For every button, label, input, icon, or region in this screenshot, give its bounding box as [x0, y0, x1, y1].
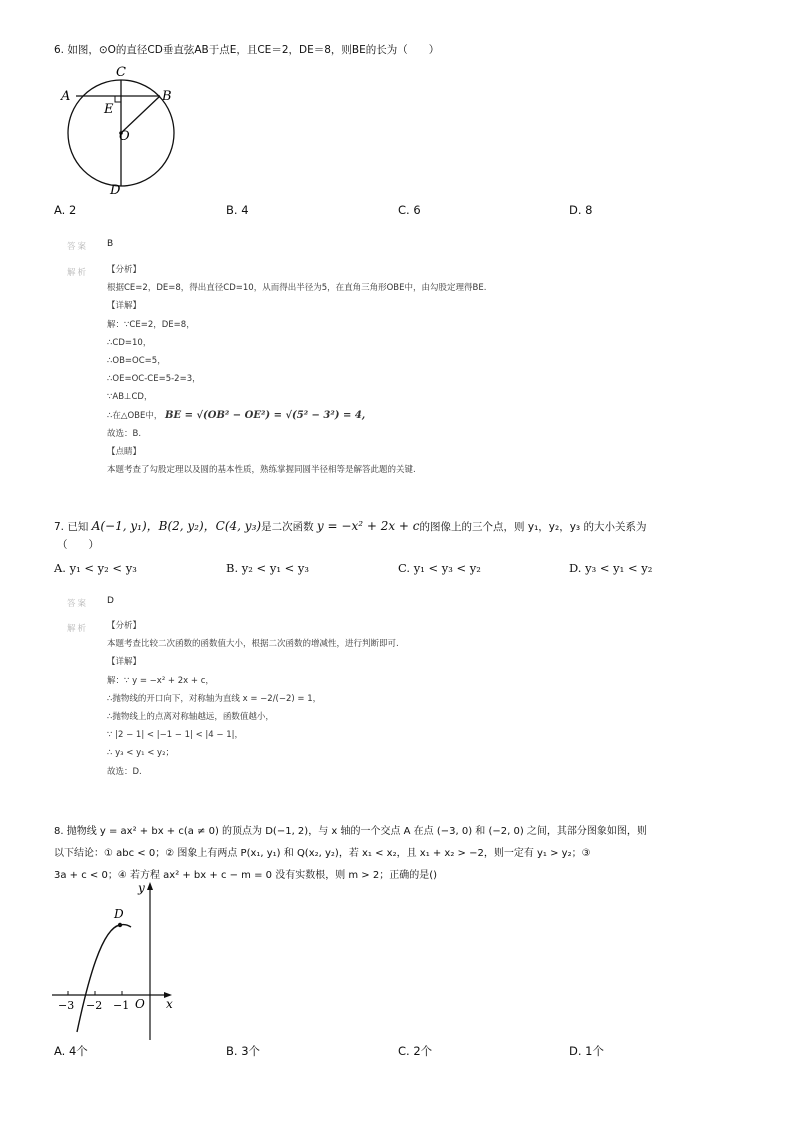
label-o: O: [135, 997, 145, 1011]
q7-option-c: C. y₁ < y₃ < y₂: [398, 561, 481, 575]
q6-option-a: A. 2: [54, 203, 77, 217]
q7-stem-suffix: 的图像上的三个点，则 y₁，y₂，y₃ 的大小关系为: [419, 521, 647, 533]
q6-formula: BE = √(OB² − OE²) = √(5² − 3²) = 4,: [165, 409, 366, 421]
q6-line: 【点睛】: [107, 446, 142, 457]
q7-points: A(−1, y₁)，B(2, y₂)，C(4, y₃): [91, 519, 262, 533]
q6-line: ∵AB⊥CD，: [107, 392, 153, 403]
q8-stem-line1: 8. 抛物线 y = ax² + bx + c(a ≠ 0) 的顶点为 D(−1, 2)，与 x 轴的一个交点 A 在点 (−3, 0) 和 (−2, 0) 之间，其部分图象如图，则: [54, 826, 647, 837]
q6-line-formula: [107, 407, 486, 425]
label-y: y: [138, 881, 145, 895]
q6-option-b: B. 4: [226, 203, 249, 217]
q6-option-c: C. 6: [398, 203, 421, 217]
q7-stem-line2: （ ）: [57, 539, 99, 551]
q7-line: ∴ y₃ < y₁ < y₂；: [107, 748, 174, 759]
tick-label-minus-3: −3: [58, 999, 75, 1012]
q6-solution: [107, 261, 486, 479]
q8-parabola-figure: [50, 880, 190, 1040]
q6-line: 【分析】: [107, 265, 142, 275]
q8-option-b: B. 3个: [226, 1044, 261, 1058]
q6-circle-figure: [55, 58, 205, 200]
q7-line: 故选：D.: [107, 766, 142, 777]
q6-option-d: D. 8: [569, 203, 593, 217]
q7-option-b: B. y₂ < y₁ < y₃: [226, 561, 309, 575]
q7-answer-label: 答案: [67, 599, 89, 609]
label-b: B: [162, 89, 172, 104]
label-a: A: [61, 89, 71, 104]
label-c: C: [116, 65, 126, 80]
q8-option-a: A. 4个: [54, 1044, 88, 1058]
q6-line: 本题考查了勾股定理以及圆的基本性质，熟练掌握同圆半径相等是解答此题的关键.: [107, 465, 416, 476]
q6-line: ∴在△OBE中，: [107, 410, 163, 421]
q7-line: 【详解】: [107, 657, 142, 668]
q7-line: 本题考查比较二次函数的函数值大小，根据二次函数的增减性，进行判断即可.: [107, 639, 399, 650]
q6-answer-label: 答案: [67, 242, 89, 252]
q7-line: 解：∵ y = −x² + 2x + c，: [107, 675, 214, 686]
right-angle-mark: [115, 96, 121, 102]
q8-option-c: C. 2个: [398, 1044, 433, 1058]
q6-line: 解：∵CE=2，DE=8，: [107, 319, 195, 330]
label-o: O: [119, 129, 130, 144]
q7-line: ∴抛物线的开口向下，对称轴为直线 x = −2/(−2) = 1，: [107, 693, 322, 704]
q8-stem-line2: 以下结论：① abc < 0；② 图象上有两点 P(x₁, y₁) 和 Q(x₂, y₂)，若 x₁ < x₂，且 x₁ + x₂ > −2，则一定有 y₁ > y₂；③: [54, 848, 591, 859]
q6-line: 根据CE=2，DE=8，得出直径CD=10，从而得出半径为5，在直角三角形OBE中，由勾股定理得BE.: [107, 283, 487, 294]
q7-analysis-label: 解析: [67, 624, 89, 634]
q6-line: 故选：B.: [107, 428, 142, 439]
radius-ob: [121, 96, 160, 133]
y-axis-arrow: [147, 882, 153, 890]
q7-option-a: A. y₁ < y₂ < y₃: [54, 561, 137, 575]
label-d: D: [114, 907, 124, 921]
q6-line: ∴OE=OC-CE=5-2=3，: [107, 374, 201, 385]
tick-label-minus-1: −1: [113, 999, 130, 1012]
q6-line: ∴CD=10，: [107, 337, 152, 348]
q7-stem-middle: 是二次函数: [261, 521, 314, 533]
q7-line: ∵ |2 − 1| < |−1 − 1| < |4 − 1|，: [107, 730, 243, 741]
q7-line: ∴抛物线上的点离对称轴越远，函数值越小，: [107, 711, 274, 722]
label-d: D: [110, 183, 121, 198]
q6-line: ∴OB=OC=5，: [107, 355, 166, 366]
q7-solution: [107, 617, 399, 781]
q6-line: 【详解】: [107, 301, 142, 312]
label-x: x: [166, 997, 173, 1011]
q7-line: 【分析】: [107, 621, 142, 631]
q7-answer: D: [107, 596, 114, 606]
q6-stem: 6. 如图，⊙O的直径CD垂直弦AB于点E，且CE＝2，DE＝8，则BE的长为（ ）: [54, 44, 440, 56]
tick-label-minus-2: −2: [86, 999, 103, 1012]
q7-function: y = −x² + 2x + c: [316, 519, 420, 533]
q7-stem-prefix: 7. 已知: [54, 521, 89, 533]
parabola-curve: [77, 925, 131, 1032]
q6-analysis-label: 解析: [67, 268, 89, 278]
q8-option-d: D. 1个: [569, 1044, 604, 1058]
q6-answer: B: [107, 239, 114, 249]
q7-stem: [54, 517, 646, 534]
label-e: E: [104, 102, 114, 117]
q7-option-d: D. y₃ < y₁ < y₂: [569, 561, 653, 575]
vertex-d-dot: [118, 923, 122, 927]
q8-stem-line3: 3a + c < 0；④ 若方程 ax² + bx + c − m = 0 没有实数根，则 m > 2；正确的是(): [54, 870, 438, 881]
